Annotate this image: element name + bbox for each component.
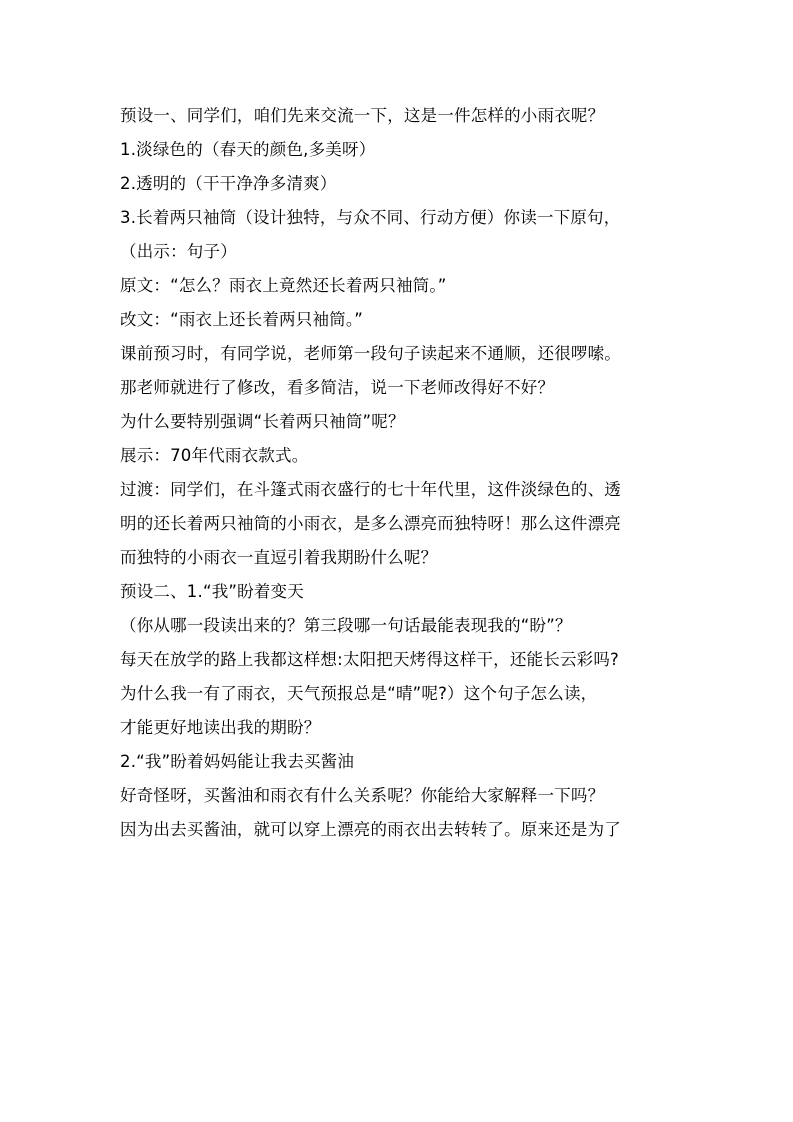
paragraph-line: 才能更好地读出我的期盼？ <box>120 718 321 737</box>
paragraph-line: 因为出去买酱油，就可以穿上漂亮的雨衣出去转转了。原来还是为了 <box>120 820 621 839</box>
document-body <box>120 99 680 847</box>
paragraph-line: 预设一、同学们，咱们先来交流一下，这是一件怎样的小雨衣呢？ <box>120 106 605 125</box>
paragraph-line: 2.“我”盼着妈妈能让我去买酱油 <box>120 752 355 771</box>
paragraph-line: 改文：“雨衣上还长着两只袖筒。” <box>120 310 364 329</box>
paragraph-line: 预设二、1.“我”盼着变天 <box>120 582 304 601</box>
paragraph-line: （你从哪一段读出来的？第三段哪一句话最能表现我的“盼”？ <box>120 616 572 635</box>
paragraph-line: 1.淡绿色的（春天的颜色,多美呀） <box>120 140 376 159</box>
paragraph-line: 为什么我一有了雨衣，天气预报总是“晴”呢?）这个句子怎么读， <box>120 684 598 703</box>
paragraph-line: 原文：“怎么？雨衣上竟然还长着两只袖筒。” <box>120 276 447 295</box>
paragraph-line: 好奇怪呀，买酱油和雨衣有什么关系呢？你能给大家解释一下吗？ <box>120 786 605 805</box>
paragraph-line: 明的还长着两只袖筒的小雨衣，是多么漂亮而独特呀！那么这件漂亮 <box>120 514 621 533</box>
paragraph-line: 课前预习时，有同学说，老师第一段句子读起来不通顺，还很啰嗦。 <box>120 344 621 363</box>
paragraph-line: （出示：句子） <box>120 242 237 261</box>
paragraph-line: 3.长着两只袖筒（设计独特，与众不同、行动方便）你读一下原句， <box>120 208 621 227</box>
paragraph-line: 而独特的小雨衣一直逗引着我期盼什么呢？ <box>120 548 438 567</box>
paragraph-line: 为什么要特别强调“长着两只袖筒”呢？ <box>120 412 405 431</box>
paragraph-line: 2.透明的（干干净净多清爽） <box>120 174 337 193</box>
paragraph-line: 每天在放学的路上我都这样想:太阳把天烤得这样干，还能长云彩吗? <box>120 650 620 669</box>
paragraph-line: 过渡：同学们，在斗篷式雨衣盛行的七十年代里，这件淡绿色的、透 <box>120 480 621 499</box>
paragraph-line: 展示：70年代雨衣款式。 <box>120 446 309 465</box>
paragraph-line: 那老师就进行了修改，看多简洁，说一下老师改得好不好？ <box>120 378 555 397</box>
